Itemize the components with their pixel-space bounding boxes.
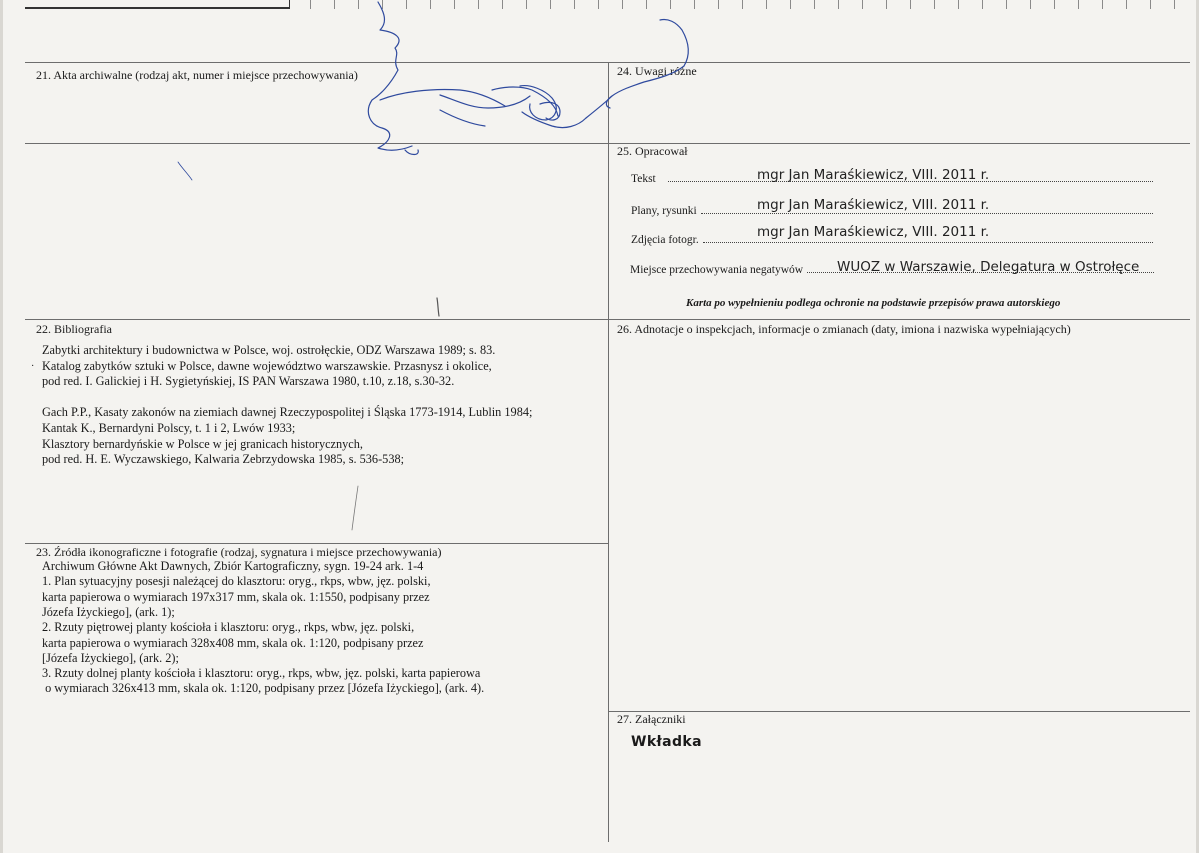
ruler-tick [1078,0,1079,9]
ruler-tick [886,0,887,9]
ruler-tick [838,0,839,9]
ruler-tick [694,0,695,9]
ruler-tick [742,0,743,9]
section-26-heading: 26. Adnotacje o inspekcjach, informacje o zmianach (daty, imiona i nazwiska wypełniających) [617,322,1071,336]
source-line: o wymiarach 326x413 mm, skala ok. 1:120, podpisany przez [Józefa Iżyckiego], (ark. 4). [42,681,485,696]
ruler-tick [550,0,551,9]
ruler-tick [790,0,791,9]
ruler-tick [1006,0,1007,9]
section-23-heading: 23. Źródła ikonograficzne i fotografie (rodzaj, sygnatura i miejsce przechowywania) [36,545,442,559]
ruler-tick [502,0,503,9]
bibliography-line: Kantak K., Bernardyni Polscy, t. 1 i 2, Lwów 1933; [42,421,296,435]
copyright-notice: Karta po wypełnieniu podlega ochronie na podstawie przepisów prawa autorskiego [686,297,1061,309]
ruler-tick [430,0,431,9]
ruler-tick [454,0,455,9]
ruler-tick [646,0,647,9]
ruler-tick [1102,0,1103,9]
bibliography-line: Katalog zabytków sztuki w Polsce, dawne województwo warszawskie. Przasnysz i okolice, [42,358,492,373]
ruler-tick [310,0,311,9]
ruler-tick [1150,0,1151,9]
ruler-tick [910,0,911,9]
ruler-tick [862,0,863,9]
source-line: 3. Rzuty dolnej planty kościoła i klasztoru: oryg., rkps, wbw, jęz. polski, karta papierowa [42,666,481,681]
ruler-tick [1174,0,1175,9]
ruler-tick [622,0,623,9]
margin-mark: · [31,361,35,372]
bibliography-line: Zabytki architektury i budownictwa w Polsce, woj. ostrołęckie, ODZ Warszawa 1989; s. 83. [42,343,496,357]
tekst-label: Tekst [631,173,656,185]
ruler-tick [766,0,767,9]
ruler-tick [958,0,959,9]
grid-rule-22-26 [25,319,1190,320]
ruler-tick [406,0,407,9]
section-25-heading: 25. Opracował [617,144,688,158]
ruler-tick [382,0,383,9]
ruler-tick [982,0,983,9]
ruler-tick [526,0,527,9]
scan-edge-left [0,0,3,853]
attachments-value: Wkładka [631,734,702,750]
zdjecia-value: mgr Jan Maraśkiewicz, VIII. 2011 r. [757,224,990,240]
source-line: 1. Plan sytuacyjny posesji należącej do klasztoru: oryg., rkps, wbw, jęz. polski, [42,574,431,589]
ruler-tick [934,0,935,9]
source-line: Józefa Iżyckiego], (ark. 1); [42,604,175,619]
ruler-tick [478,0,479,9]
ruler-tick [358,0,359,9]
zdjecia-label: Zdjęcia fotogr. [631,234,699,246]
bibliography-line: Klasztory bernardyńskie w Polsce w jej granicach historycznych, [42,436,363,451]
miejsce-value: WUOZ w Warszawie, Delegatura w Ostrołęce [837,259,1140,275]
ruler-tick [814,0,815,9]
miejsce-label: Miejsce przechowywania negatywów [630,264,804,276]
ruler-tick [1126,0,1127,9]
source-line: karta papierowa o wymiarach 328x408 mm, skala ok. 1:120, podpisany przez [42,635,424,650]
ruler-tick [670,0,671,9]
top-rule-end [289,0,290,9]
zdjecia-dotted-line [703,241,1153,243]
ruler-tick [718,0,719,9]
source-line: karta papierowa o wymiarach 197x317 mm, skala ok. 1:1550, podpisany przez [42,589,430,604]
ruler-tick [334,0,335,9]
ruler-tick [1030,0,1031,9]
source-line: [Józefa Iżyckiego], (ark. 2); [42,650,179,665]
section-22-heading: 22. Bibliografia [36,322,112,336]
bibliography-line: pod red. I. Galickiej i H. Sygietyńskiej, IS PAN Warszawa 1980, t.10, z.18, s.30-32. [42,374,455,389]
section-21-heading: 21. Akta archiwalne (rodzaj akt, numer i miejsce przechowywania) [36,68,358,82]
source-line: Archiwum Główne Akt Dawnych, Zbiór Kartograficzny, sygn. 19-24 ark. 1-4 [42,559,424,573]
source-line: 2. Rzuty piętrowej planty kościoła i klasztoru: oryg., rkps, wbw, jęz. polski, [42,620,415,635]
grid-center-divider [608,62,609,842]
grid-rule-23 [25,543,608,544]
plany-value: mgr Jan Maraśkiewicz, VIII. 2011 r. [757,197,990,213]
section-27-heading: 27. Załączniki [617,712,686,726]
grid-rule-21-24 [25,143,1190,144]
ruler-tick [574,0,575,9]
section-24-heading: 24. Uwagi różne [617,64,697,78]
top-rule-fragment [25,7,290,9]
bibliography-line: Gach P.P., Kasaty zakonów na ziemiach dawnej Rzeczypospolitej i Śląska 1773-1914, Lublin 1984; [42,405,533,420]
ruler-tick [598,0,599,9]
ruler-tick [1054,0,1055,9]
plany-label: Plany, rysunki [631,205,697,217]
bibliography-line: pod red. H. E. Wyczawskiego, Kalwaria Zebrzydowska 1985, s. 536-538; [42,452,405,467]
grid-rule-27 [608,711,1190,712]
tekst-value: mgr Jan Maraśkiewicz, VIII. 2011 r. [757,167,990,183]
